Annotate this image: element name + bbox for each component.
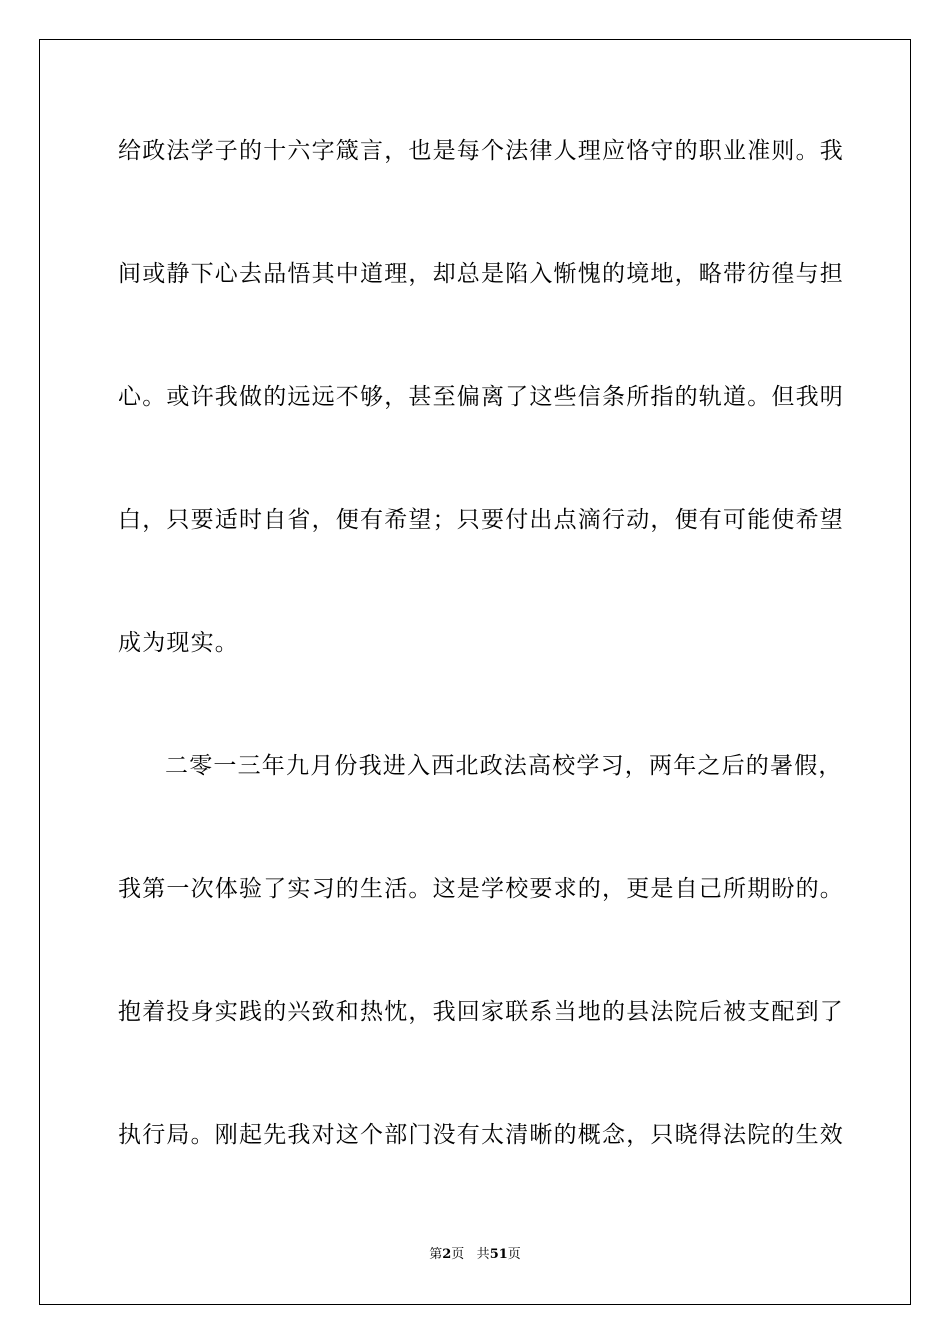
text-line: 成为现实。 — [118, 630, 239, 656]
text-line: 执行局。刚起先我对这个部门没有太清晰的概念，只晓得法院的生效 — [118, 1122, 844, 1148]
text-line: 心。或许我做的远远不够，甚至偏离了这些信条所指的轨道。但我明 — [118, 384, 844, 410]
paragraph-start-line: 二零一三年九月份我进入西北政法高校学习，两年之后的暑假， — [165, 753, 843, 779]
page-border — [39, 39, 911, 1305]
page-suffix: 页 — [451, 1247, 465, 1262]
total-prefix: 共 — [476, 1247, 490, 1262]
text-line: 给政法学子的十六字箴言，也是每个法律人理应恪守的职业准则。我 — [118, 138, 844, 164]
total-suffix: 页 — [507, 1247, 521, 1262]
text-line: 白，只要适时自省，便有希望；只要付出点滴行动，便有可能使希望 — [118, 507, 844, 533]
page-footer — [0, 1246, 950, 1264]
total-pages: 51 — [489, 1247, 508, 1262]
page-number: 2 — [442, 1247, 452, 1262]
text-line: 抱着投身实践的兴致和热忱，我回家联系当地的县法院后被支配到了 — [118, 999, 844, 1025]
text-line: 我第一次体验了实习的生活。这是学校要求的，更是自己所期盼的。 — [118, 876, 844, 902]
page-prefix: 第 — [429, 1247, 443, 1262]
text-line: 间或静下心去品悟其中道理，却总是陷入惭愧的境地，略带彷徨与担 — [118, 261, 844, 287]
